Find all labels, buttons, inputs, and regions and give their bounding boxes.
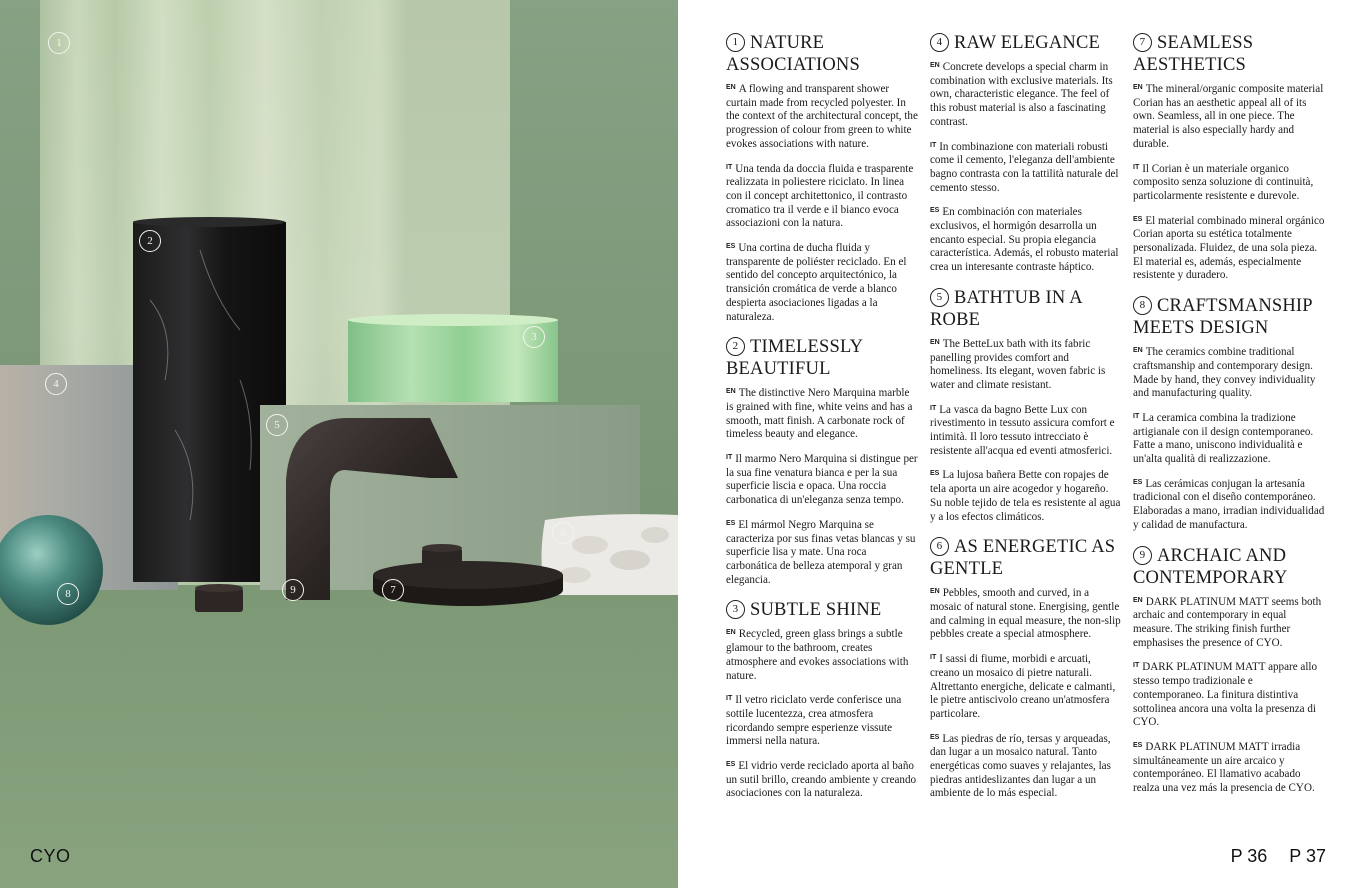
text-column-2 xyxy=(930,32,1122,813)
section-raw-elegance xyxy=(930,32,1122,275)
paragraph-es: $^{ES}$ La lujosa bañera Bette con ropajes de tela aporta un aire acogedor y hogareño. Su noble tejido de tela es resistente al agua y a los efectos climáticos. xyxy=(930,469,1121,523)
brand-label: CYO xyxy=(30,846,71,866)
paragraph-es: $^{ES}$ DARK PLATINUM MATT irradia simultáneamente un aire arcaico y contemporáneo. El llamativo acabado realza una vez más la presencia de CYO. xyxy=(1133,740,1315,795)
section-number: 9 xyxy=(1133,546,1152,565)
paragraph-es: $^{ES}$ En combinación con materiales exclusivos, el hormigón desarrolla un encanto especial. Su propia elegancia característica. Además, el robusto material crea un interesante contraste háptico. xyxy=(930,206,1119,274)
paragraph-en: $^{EN}$ Recycled, green glass brings a subtle glamour to the bathroom, creates atmosphere and evokes associations with nature. xyxy=(726,628,909,682)
section-title: 5 BATHTUB IN A ROBE xyxy=(930,287,1082,330)
photo-marker-6: 6 xyxy=(552,522,574,544)
paragraph-it: $^{IT}$ In combinazione con materiali robusti come il cemento, l'eleganza dell'ambiente bagno contrasta con la tattilità naturale del cemento stesso. xyxy=(930,140,1119,194)
paragraph-en: $^{EN}$ The distinctive Nero Marquina marble is grained with fine, white veins and has a smooth, matt finish. A carbonate rock of timeless beauty and elegance. xyxy=(726,387,913,441)
section-archaic-and-contemporary xyxy=(1133,545,1325,796)
section-number: 7 xyxy=(1133,33,1152,52)
section-as-energetic-as-gentle xyxy=(930,536,1122,801)
paragraph-en: $^{EN}$ DARK PLATINUM MATT seems both archaic and contemporary in equal measure. The striking finish further emphasises the presence of CYO. xyxy=(1133,595,1322,649)
section-number: 2 xyxy=(726,337,745,356)
section-subtle-shine xyxy=(726,599,918,801)
text-column-1 xyxy=(726,32,918,813)
photo-marker-5: 5 xyxy=(266,414,288,436)
photo-marker-7: 7 xyxy=(382,579,404,601)
paragraph-it: $^{IT}$ Il vetro riciclato verde conferisce una sottile lucentezza, crea atmosfera ricordando sempre esperienze vissute immersi nella natura. xyxy=(726,694,902,748)
section-craftsmanship-meets-design xyxy=(1133,295,1325,532)
photo-marker-4: 4 xyxy=(45,373,67,395)
section-title: 4 RAW ELEGANCE xyxy=(930,32,1122,54)
paragraph-en: $^{EN}$ The mineral/organic composite material Corian has an aesthetic appeal all of its own. Seamless, all in one piece. The material is also especially hardy and durable. xyxy=(1133,83,1324,150)
text-column-3 xyxy=(1133,32,1325,808)
paragraph-it: $^{IT}$ La vasca da bagno Bette Lux con rivestimento in tessuto assicura comfort e intimità. Il loro tessuto intrecciato è resistente all'acqua ed eventi atmosferici. xyxy=(930,403,1115,457)
paragraph-es: $^{ES}$ Una cortina de ducha fluida y transparente de poliéster reciclado. En el sentido del concepto arquitectónico, la transición cromática de verde a blanco despierta asociaciones ligadas a la naturaleza. xyxy=(726,242,907,323)
section-title: 6 AS ENERGETIC AS GENTLE xyxy=(930,537,1116,580)
photo-marker-3: 3 xyxy=(523,326,545,348)
photo-marker-1: 1 xyxy=(48,32,70,54)
paragraph-en: $^{EN}$ The ceramics combine traditional craftsmanship and contemporary design. Made by hand, they convey individuality and manufacturing quality. xyxy=(1133,346,1316,400)
section-title: 1 NATURE ASSOCIATIONS xyxy=(726,33,860,75)
section-timelessly-beautiful xyxy=(726,336,918,587)
paragraph-es: $^{ES}$ El mármol Negro Marquina se caracteriza por sus finas vetas blancas y su superficie lisa y mate. Una roca carbonática de belleza atemporal y gran elegancia. xyxy=(726,518,916,586)
page-number-left: P 36 xyxy=(1230,846,1268,866)
section-number: 3 xyxy=(726,600,745,619)
photo-marker-9: 9 xyxy=(282,579,304,601)
paragraph-en: $^{EN}$ The BetteLux bath with its fabric panelling provides comfort and homeliness. Its elegant, woven fabric is water and climate resistant. xyxy=(930,337,1106,391)
section-title: 7 SEAMLESS AESTHETICS xyxy=(1133,33,1254,75)
photo-marker-8: 8 xyxy=(57,583,79,605)
paragraph-es: $^{ES}$ Las cerámicas conjugan la artesanía tradicional con el diseño contemporáneo. Elaboradas a mano, irradian individualidad y calidad de manufactura. xyxy=(1133,477,1325,531)
paragraph-it: $^{IT}$ Il Corian è un materiale organico composito senza soluzione di continuità, particolarmente resistente e durevole. xyxy=(1133,162,1314,202)
section-number: 6 xyxy=(930,537,949,556)
section-number: 1 xyxy=(726,33,745,52)
paragraph-it: $^{IT}$ Una tenda da doccia fluida e trasparente realizzata in poliestere riciclato. In linea con il concept architettonico, il contrasto cromatico tra il verde e il bianco evoca associazioni con la natura. xyxy=(726,162,914,230)
section-title: 8 CRAFTSMANSHIP MEETS DESIGN xyxy=(1133,296,1313,339)
section-title: 9 ARCHAIC AND CONTEMPORARY xyxy=(1133,545,1288,588)
page-number-right: P 37 xyxy=(1289,846,1326,866)
page-numbers xyxy=(1209,846,1326,867)
section-bathtub-in-a-robe xyxy=(930,287,1122,524)
paragraph-it: $^{IT}$ Il marmo Nero Marquina si distingue per la sua fine venatura bianca e per la sua superficie liscia e opaca. Una roccia carbonatica di un'eleganza senza tempo. xyxy=(726,453,918,507)
paragraph-it: $^{IT}$ La ceramica combina la tradizione artigianale con il design contemporaneo. Fatte a mano, uniscono individualità e un'alta qualità di realizzazione. xyxy=(1133,411,1314,466)
section-title: 2 TIMELESSLY BEAUTIFUL xyxy=(726,337,863,380)
paragraph-en: $^{EN}$ Pebbles, smooth and curved, in a mosaic of natural stone. Energising, gentle and calming in equal measure, the non-slip pebbles create a special atmosphere. xyxy=(930,587,1121,641)
paragraph-es: $^{ES}$ Las piedras de río, tersas y arqueadas, dan lugar a un mosaico natural. Tanto energéticas como suaves y relajantes, las piedras antideslizantes dan lugar a un ambiente de lo más especial. xyxy=(930,732,1111,800)
paragraph-es: $^{ES}$ El vidrio verde reciclado aporta al baño un sutil brillo, creando ambiente y creando asociaciones con la naturaleza. xyxy=(726,760,917,800)
section-number: 8 xyxy=(1133,296,1152,315)
paragraph-es: $^{ES}$ El material combinado mineral orgánico Corian aporta su estética totalmente personalizada. Fluidez, de una sola pieza. El material es, además, especialmente resistente y duradero. xyxy=(1133,214,1325,282)
paragraph-en: $^{EN}$ Concrete develops a special charm in combination with exclusive materials. Its own, characteristic elegance. The feel of this robust material is also a fascinating contrast. xyxy=(930,61,1113,128)
section-number: 4 xyxy=(930,33,949,52)
section-number: 5 xyxy=(930,288,949,307)
photo-marker-2: 2 xyxy=(139,230,161,252)
paragraph-it: $^{IT}$ I sassi di fiume, morbidi e arcuati, creano un mosaico di pietre naturali. Altrettanto energiche, delicate e calmanti, le pietre antiscivolo creano un'atmosfera particolare. xyxy=(930,653,1116,720)
paragraph-it: $^{IT}$ DARK PLATINUM MATT appare allo stesso tempo tradizionale e contemporaneo. La finitura distintiva sottolinea ancora una volta la presenza di CYO. xyxy=(1133,661,1318,729)
section-title: 3 SUBTLE SHINE xyxy=(726,599,918,621)
section-nature-associations xyxy=(726,32,918,324)
section-seamless-aesthetics xyxy=(1133,32,1325,283)
paragraph-en: $^{EN}$ A flowing and transparent shower curtain made from recycled polyester. In the context of the architectural concept, the progression of colour from green to white evokes associations with nature. xyxy=(726,83,918,150)
